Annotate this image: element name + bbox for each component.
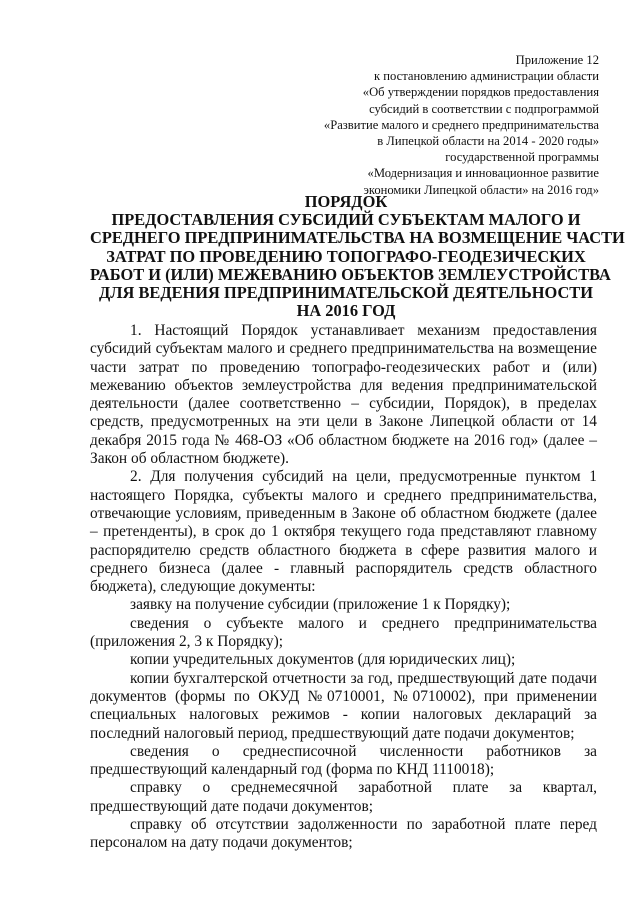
appendix-header — [269, 52, 599, 198]
list-item: заявку на получение субсидии (приложение 1 к Порядку); — [130, 596, 511, 614]
list-item: сведения о среднесписочной численности работников за предшествующий календарный год (форма по КНД 1110018); — [90, 742, 597, 779]
list-item: сведения о субъекте малого и среднего предпринимательства (приложения 2, 3 к Порядку); — [90, 614, 597, 651]
appendix-line: «Модернизация и инновационное развитие — [367, 166, 599, 181]
appendix-line: в Липецкой области на 2014 - 2020 годы» — [377, 134, 599, 149]
appendix-line: экономики Липецкой области» на 2016 год» — [363, 182, 599, 197]
paragraph-1: 1. Настоящий Порядок устанавливает механизм предоставления субсидий субъектам малого и среднего предпринимательства на возмещение части затрат по проведению топографо-геодезических работ и (или) межеванию объектов землеустройства для ведения предпринимательской деятельности (далее соответственно – субсидии, Порядок), в пределах средств, предусмотренных на эти цели в Законе Липецкой области от 14 декабря 2015 года № 468-ОЗ «Об областном бюджете на 2016 год» (далее – Закон об областном бюджете). — [90, 322, 597, 468]
list-item: копии бухгалтерской отчетности за год, предшествующий дате подачи документов (формы по ОКУД №0710001, №0710002), при применении специальных налоговых режимов - копии налоговых деклараций за последний налоговый период, предшествующий дате подачи документов; — [90, 669, 597, 742]
list-item: справку об отсутствии задолженности по заработной плате перед персоналом на дату подачи документов; — [90, 816, 597, 852]
appendix-line: «Развитие малого и среднего предпринимательства — [323, 117, 599, 132]
list-item: справку о среднемесячной заработной плате за квартал, предшествующий дате подачи документов; — [90, 779, 597, 815]
title-line: ЗАТРАТ ПО ПРОВЕДЕНИЮ ТОПОГРАФО-ГЕОДЕЗИЧЕСКИХ — [106, 246, 586, 266]
title-line: ПРЕДОСТАВЛЕНИЯ СУБСИДИЙ СУБЪЕКТАМ МАЛОГО И — [111, 210, 581, 230]
appendix-line: «Об утверждении порядков предоставления — [362, 85, 599, 100]
appendix-line: субсидий в соответствии с подпрограммой — [369, 101, 599, 116]
appendix-line: к постановлению администрации области — [374, 69, 599, 84]
document-body — [90, 322, 597, 853]
paragraph-2: 2. Для получения субсидий на цели, предусмотренные пунктом 1 настоящего Порядка, субъекты малого и среднего предпринимательства, отвечающие условиям, приведенным в Законе об областном бюджете (далее – претенденты), в срок до 1 октября текущего года представляют главному распорядителю средств областного бюджета в сфере развития малого и среднего бизнеса (далее - главный распорядитель средств областного бюджета), следующие документы: — [90, 468, 597, 596]
appendix-line: Приложение 12 — [515, 53, 599, 67]
title-line: СРЕДНЕГО ПРЕДПРИНИМАТЕЛЬСТВА НА ВОЗМЕЩЕНИЕ ЧАСТИ — [90, 228, 625, 248]
document-title — [90, 192, 625, 321]
title-line: РАБОТ И (ИЛИ) МЕЖЕВАНИЮ ОБЪЕКТОВ ЗЕМЛЕУСТРОЙСТВА — [90, 264, 611, 284]
appendix-line: государственной программы — [445, 150, 599, 165]
list-item: копии учредительных документов (для юридических лиц); — [130, 651, 516, 669]
title-line: ПОРЯДОК — [304, 192, 388, 211]
title-line: НА 2016 ГОД — [296, 301, 396, 321]
title-line: ДЛЯ ВЕДЕНИЯ ПРЕДПРИНИМАТЕЛЬСКОЙ ДЕЯТЕЛЬНОСТИ — [99, 283, 593, 303]
